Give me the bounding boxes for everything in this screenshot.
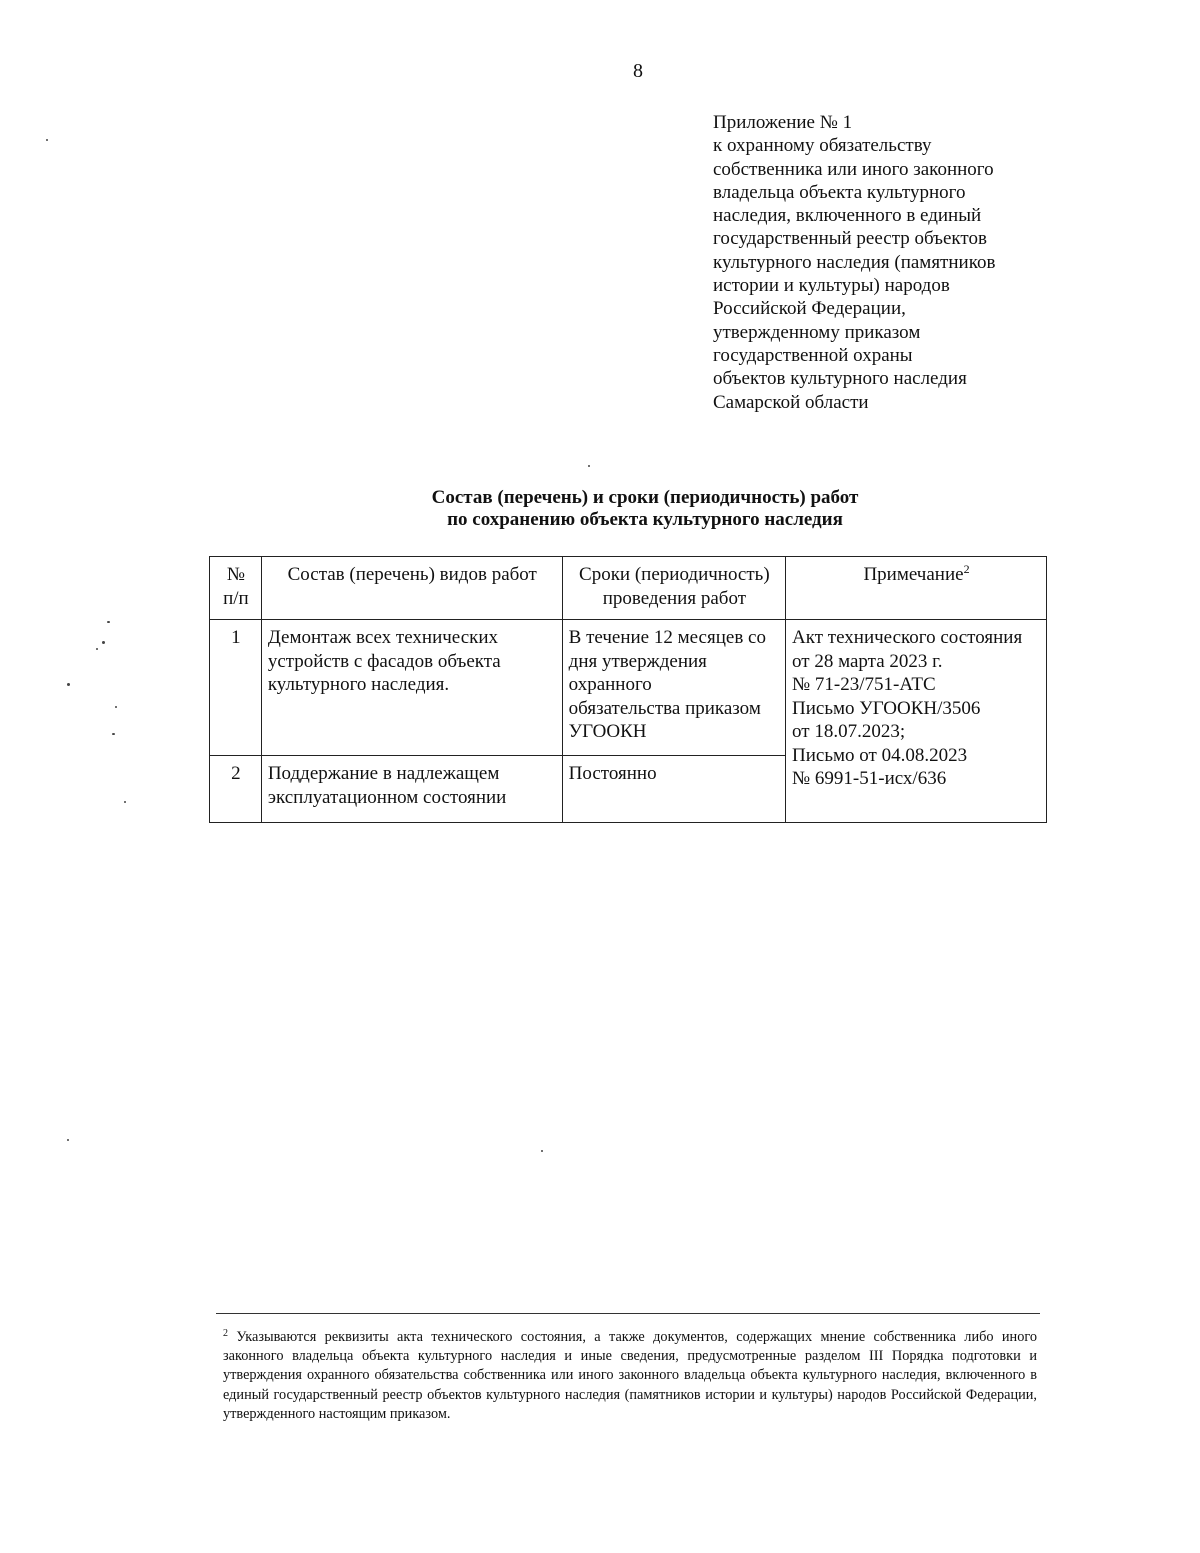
scan-speck: [124, 801, 126, 803]
header-note: [786, 557, 1047, 620]
table-header-row: [210, 557, 1047, 620]
row-works: [261, 756, 562, 823]
header-terms-line: Сроки (периодичность): [579, 564, 770, 585]
row-terms-line: дня утверждения: [568, 650, 707, 672]
footnote-divider: [216, 1313, 1040, 1314]
header-works: Состав (перечень) видов работ: [261, 557, 562, 620]
row-terms: [562, 620, 785, 756]
document-title-line: Состав (перечень) и сроки (периодичность) работ: [431, 487, 859, 508]
row-works-line: культурного наследия.: [267, 674, 450, 695]
scan-speck: [541, 1150, 543, 1152]
appendix-line: утвержденному приказом: [713, 321, 921, 343]
scan-speck: [67, 683, 70, 686]
page-number: 8: [633, 60, 643, 82]
row-terms-line: охранного: [568, 674, 652, 695]
appendix-line: объектов культурного наследия: [713, 368, 967, 390]
row-note-line: от 28 марта 2023 г.: [792, 650, 943, 672]
row-note-line: от 18.07.2023;: [792, 721, 906, 742]
row-terms-line: Постоянно: [568, 763, 657, 784]
table-row: [210, 620, 1047, 756]
row-terms-line: В течение 12 месяцев со: [568, 627, 766, 648]
header-note-label: Примечание: [863, 564, 964, 585]
row-note-line: Акт технического состояния: [792, 627, 1023, 648]
header-number-line: №: [226, 564, 245, 585]
header-terms-line: проведения работ: [602, 587, 746, 609]
appendix-line: государственной охраны: [713, 344, 913, 366]
footnote: [223, 1324, 1037, 1424]
row-note-line: № 6991-51-исх/636: [792, 768, 947, 789]
appendix-line: к охранному обязательству: [713, 135, 932, 157]
appendix-line: владельца объекта культурного: [713, 181, 966, 203]
appendix-line: Российской Федерации,: [713, 298, 906, 320]
scan-speck: [102, 641, 105, 644]
scan-speck: [107, 621, 110, 623]
appendix-line: Самарской области: [713, 391, 869, 413]
row-number: 2: [210, 756, 262, 823]
appendix-line: собственника или иного законного: [713, 158, 994, 180]
row-terms-line: обязательства приказом: [568, 697, 761, 719]
row-note-line: Письмо от 04.08.2023: [792, 744, 968, 766]
row-note-line: Письмо УГООКН/3506: [792, 697, 981, 719]
header-terms: [562, 557, 785, 620]
appendix-line: наследия, включенного в единый: [713, 205, 982, 227]
row-works-line: эксплуатационном состоянии: [267, 786, 507, 808]
scan-speck: [46, 139, 48, 141]
row-works-line: Поддержание в надлежащем: [267, 763, 500, 784]
row-terms-line: УГООКН: [568, 721, 647, 742]
appendix-line: истории и культуры) народов: [713, 275, 950, 297]
appendix-line: культурного наследия (памятников: [713, 251, 996, 273]
row-number: 1: [210, 620, 262, 756]
footnote-text: Указываются реквизиты акта технического состояния, а также документов, содержащих мнение собственника либо иного законного владельца объекта культурного наследия и иные сведения, предусмотренные разделом III Порядка подготовки и утверждения охранного обязательства собственника или иного законного владельца объекта культурного наследия, включенного в единый государственный реестр объектов культурного наследия (памятников истории и культуры) народов Российской Федерации, утвержденного настоящим приказом.: [223, 1329, 1037, 1422]
scan-speck: [112, 733, 115, 735]
header-number: [210, 557, 262, 620]
row-terms: [562, 756, 785, 823]
appendix-line: государственный реестр объектов: [713, 228, 987, 250]
works-table: [209, 556, 1047, 823]
scan-speck: [588, 465, 590, 467]
document-title-line: по сохранению объекта культурного наследия: [447, 509, 843, 530]
header-number-line: п/п: [223, 587, 249, 609]
footnote-mark: 2: [223, 1328, 228, 1339]
appendix-line: Приложение № 1: [713, 112, 853, 133]
document-title: [0, 487, 1200, 531]
row-note-line: № 71-23/751-АТС: [792, 674, 936, 695]
footnote-reference: 2: [963, 562, 970, 576]
scan-speck: [96, 648, 98, 650]
row-works-line: устройств с фасадов объекта: [267, 650, 501, 672]
scan-speck: [115, 706, 117, 708]
scan-speck: [67, 1139, 69, 1141]
row-works-line: Демонтаж всех технических: [267, 627, 499, 648]
appendix-header: [713, 111, 1053, 414]
row-note: [786, 620, 1047, 823]
row-works: [261, 620, 562, 756]
